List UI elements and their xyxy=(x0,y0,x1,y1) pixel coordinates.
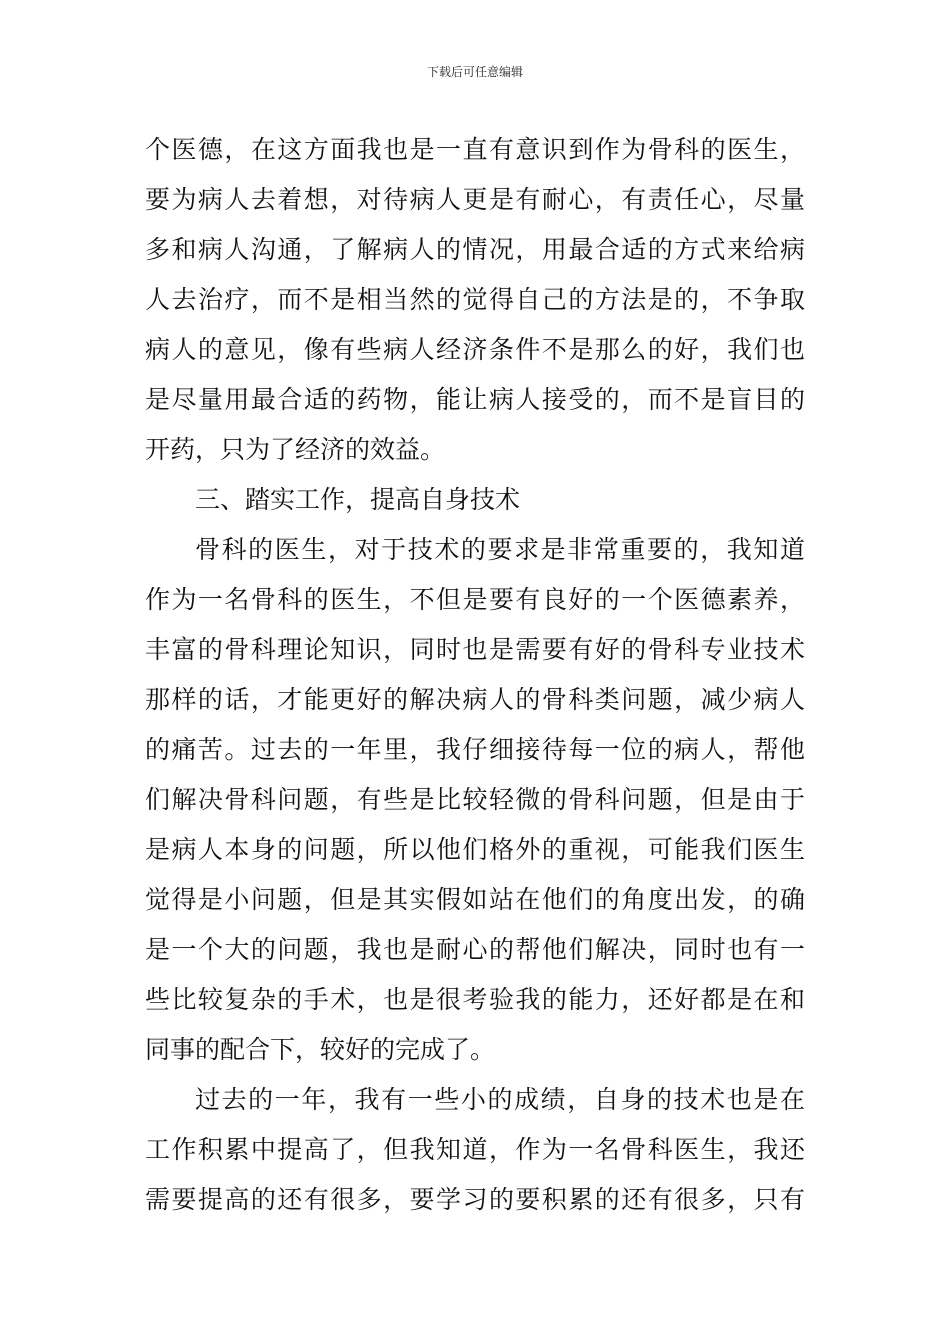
text-line: 作为一名骨科的医生，不但是要有良好的一个医德素养， xyxy=(145,585,805,614)
document-body xyxy=(145,125,805,1225)
text-line: 同事的配合下，较好的完成了。 xyxy=(145,1035,496,1064)
text-line: 骨科的医生，对于技术的要求是非常重要的，我知道 xyxy=(195,535,805,564)
text-line: 过去的一年，我有一些小的成绩，自身的技术也是在 xyxy=(195,1085,805,1114)
text-line: 们解决骨科问题，有些是比较轻微的骨科问题，但是由于 xyxy=(145,785,805,814)
text-line: 是尽量用最合适的药物，能让病人接受的，而不是盲目的 xyxy=(145,385,805,414)
text-line: 的痛苦。过去的一年里，我仔细接待每一位的病人，帮他 xyxy=(145,735,805,764)
text-line: 多和病人沟通，了解病人的情况，用最合适的方式来给病 xyxy=(145,235,805,264)
text-line: 丰富的骨科理论知识，同时也是需要有好的骨科专业技术 xyxy=(145,635,805,664)
text-line: 是一个大的问题，我也是耐心的帮他们解决，同时也有一 xyxy=(145,935,805,964)
text-line: 些比较复杂的手术，也是很考验我的能力，还好都是在和 xyxy=(145,985,805,1014)
text-line: 开药，只为了经济的效益。 xyxy=(145,435,446,464)
text-line: 觉得是小问题，但是其实假如站在他们的角度出发，的确 xyxy=(145,885,805,914)
text-line: 那样的话，才能更好的解决病人的骨科类问题，减少病人 xyxy=(145,685,805,714)
text-line: 工作积累中提高了，但我知道，作为一名骨科医生，我还 xyxy=(145,1135,805,1164)
text-line: 三、踏实工作，提高自身技术 xyxy=(195,485,521,514)
text-line: 病人的意见，像有些病人经济条件不是那么的好，我们也 xyxy=(145,335,805,364)
text-line: 是病人本身的问题，所以他们格外的重视，可能我们医生 xyxy=(145,835,805,864)
text-line: 个医德，在这方面我也是一直有意识到作为骨科的医生， xyxy=(145,135,805,164)
text-line: 人去治疗，而不是相当然的觉得自己的方法是的，不争取 xyxy=(145,285,805,314)
text-line: 需要提高的还有很多，要学习的要积累的还有很多，只有 xyxy=(145,1185,805,1214)
page-header: 下载后可任意编辑 xyxy=(426,65,523,79)
text-line: 要为病人去着想，对待病人更是有耐心，有责任心，尽量 xyxy=(145,185,805,214)
